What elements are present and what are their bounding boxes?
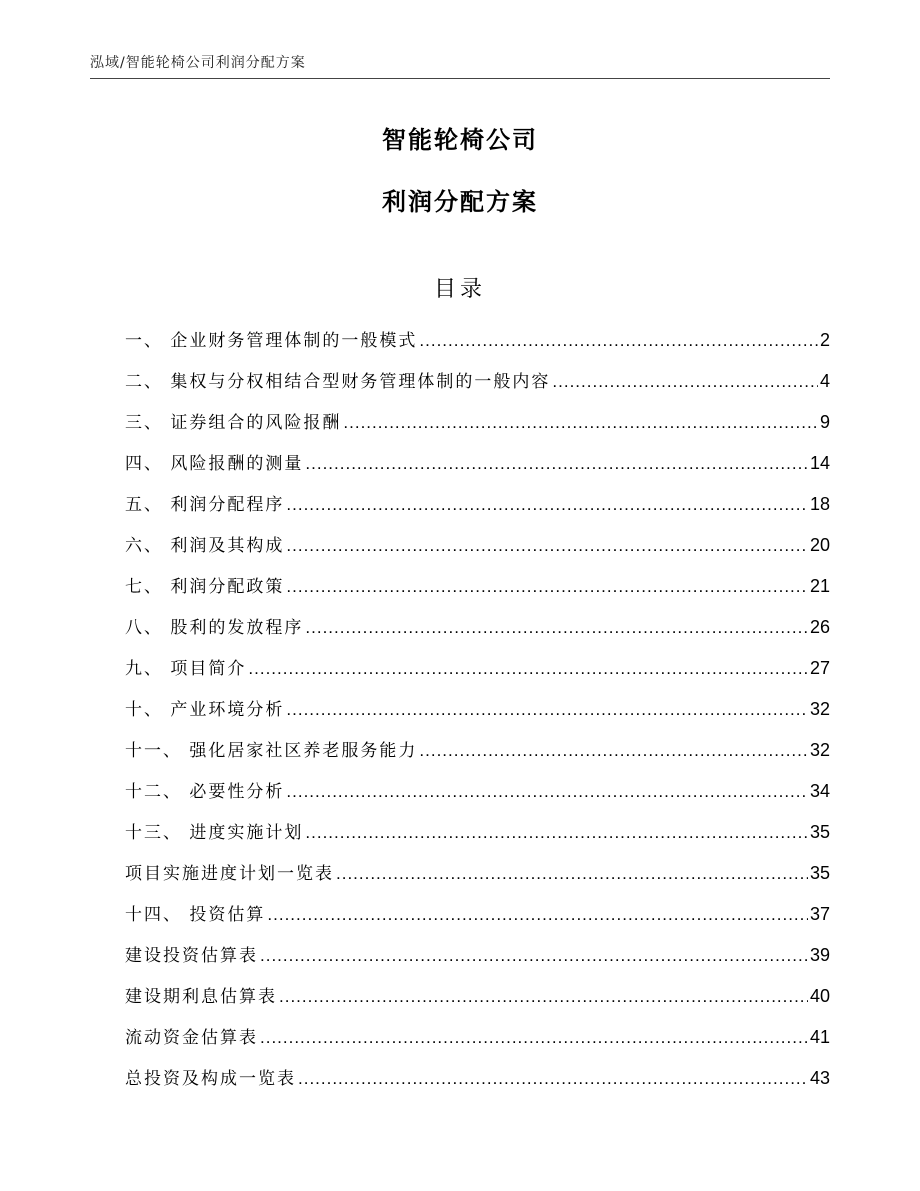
toc-entry-label: 二、 集权与分权相结合型财务管理体制的一般内容	[125, 372, 551, 392]
toc-entry-label: 十、 产业环境分析	[125, 700, 285, 720]
toc-entry-page-number: 4	[819, 371, 830, 391]
toc-entry-label: 总投资及构成一览表	[125, 1069, 296, 1089]
toc-entry-label: 一、 企业财务管理体制的一般模式	[125, 331, 418, 351]
table-of-contents	[125, 320, 830, 1099]
toc-dot-leader	[552, 361, 818, 402]
toc-dot-leader	[279, 976, 808, 1017]
toc-entry[interactable]	[125, 730, 830, 771]
toc-entry-page-number: 32	[809, 699, 830, 719]
running-header: 泓域/智能轮椅公司利润分配方案	[90, 55, 306, 71]
toc-entry[interactable]	[125, 443, 830, 484]
toc-entry-page-number: 27	[809, 658, 830, 678]
toc-entry[interactable]	[125, 320, 830, 361]
toc-entry-page-number: 21	[809, 576, 830, 596]
toc-dot-leader	[286, 566, 808, 607]
toc-entry-page-number: 41	[809, 1027, 830, 1047]
toc-entry-label: 建设期利息估算表	[125, 987, 277, 1007]
toc-entry-page-number: 32	[809, 740, 830, 760]
toc-entry-page-number: 9	[819, 412, 830, 432]
toc-dot-leader	[305, 607, 808, 648]
toc-entry[interactable]	[125, 484, 830, 525]
toc-entry[interactable]	[125, 648, 830, 689]
toc-entry-page-number: 43	[809, 1068, 830, 1088]
toc-entry[interactable]	[125, 566, 830, 607]
toc-entry-page-number: 34	[809, 781, 830, 801]
toc-entry-label: 项目实施进度计划一览表	[125, 864, 334, 884]
toc-entry-label: 五、 利润分配程序	[125, 495, 285, 515]
toc-entry[interactable]	[125, 402, 830, 443]
toc-entry[interactable]	[125, 525, 830, 566]
toc-entry[interactable]	[125, 1058, 830, 1099]
toc-entry[interactable]	[125, 689, 830, 730]
header-divider	[90, 78, 830, 79]
toc-dot-leader	[286, 525, 808, 566]
toc-entry[interactable]	[125, 976, 830, 1017]
toc-entry[interactable]	[125, 1017, 830, 1058]
toc-heading: 目录	[433, 277, 486, 302]
toc-entry[interactable]	[125, 361, 830, 402]
toc-entry[interactable]	[125, 935, 830, 976]
toc-entry-page-number: 37	[809, 904, 830, 924]
toc-dot-leader	[286, 771, 808, 812]
toc-entry-page-number: 20	[809, 535, 830, 555]
toc-entry-label: 九、 项目简介	[125, 659, 247, 679]
toc-dot-leader	[248, 648, 808, 689]
toc-entry-label: 十四、 投资估算	[125, 905, 266, 925]
toc-dot-leader	[286, 689, 808, 730]
document-title-line1: 智能轮椅公司	[382, 126, 538, 154]
toc-entry-page-number: 40	[809, 986, 830, 1006]
toc-dot-leader	[305, 812, 808, 853]
toc-entry-label: 十三、 进度实施计划	[125, 823, 304, 843]
toc-entry-label: 八、 股利的发放程序	[125, 618, 304, 638]
toc-entry-page-number: 39	[809, 945, 830, 965]
toc-entry-page-number: 26	[809, 617, 830, 637]
toc-dot-leader	[286, 484, 808, 525]
toc-dot-leader	[343, 402, 818, 443]
toc-entry-label: 十一、 强化居家社区养老服务能力	[125, 741, 418, 761]
toc-entry[interactable]	[125, 894, 830, 935]
toc-entry-page-number: 35	[809, 863, 830, 883]
toc-entry[interactable]	[125, 853, 830, 894]
toc-entry-page-number: 18	[809, 494, 830, 514]
toc-entry[interactable]	[125, 771, 830, 812]
toc-entry-label: 四、 风险报酬的测量	[125, 454, 304, 474]
toc-dot-leader	[305, 443, 808, 484]
toc-dot-leader	[419, 320, 818, 361]
toc-dot-leader	[260, 935, 808, 976]
toc-entry-label: 十二、 必要性分析	[125, 782, 285, 802]
toc-entry-label: 七、 利润分配政策	[125, 577, 285, 597]
toc-dot-leader	[336, 853, 808, 894]
toc-dot-leader	[260, 1017, 808, 1058]
toc-entry-page-number: 2	[819, 330, 830, 350]
toc-entry-label: 六、 利润及其构成	[125, 536, 285, 556]
toc-dot-leader	[419, 730, 808, 771]
toc-entry[interactable]	[125, 812, 830, 853]
toc-dot-leader	[298, 1058, 808, 1099]
toc-entry-label: 三、 证券组合的风险报酬	[125, 413, 342, 433]
toc-entry-page-number: 35	[809, 822, 830, 842]
toc-entry[interactable]	[125, 607, 830, 648]
toc-entry-label: 流动资金估算表	[125, 1028, 258, 1048]
toc-entry-page-number: 14	[809, 453, 830, 473]
toc-dot-leader	[267, 894, 808, 935]
toc-entry-label: 建设投资估算表	[125, 946, 258, 966]
document-title-line2: 利润分配方案	[382, 188, 538, 216]
